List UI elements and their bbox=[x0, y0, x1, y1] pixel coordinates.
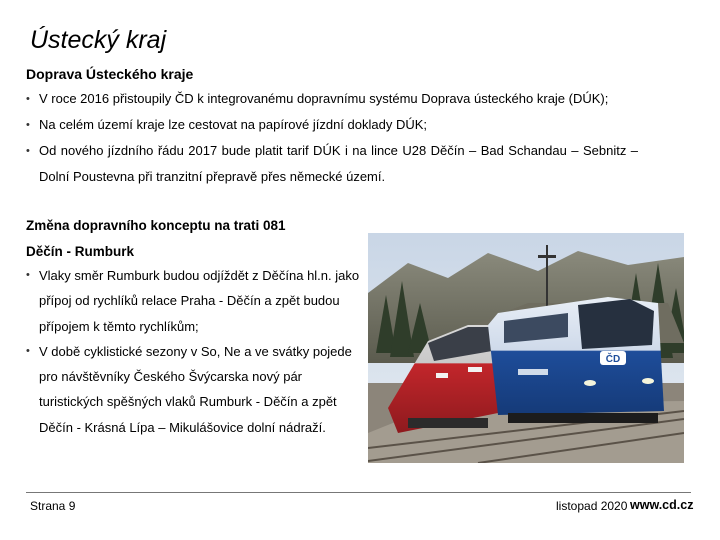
section-subtitle: Děčín - Rumburk bbox=[26, 244, 135, 259]
footer-date: listopad 2020 bbox=[556, 499, 628, 513]
section-bullet-list bbox=[26, 263, 362, 440]
bullet-item: • Od nového jízdního řádu 2017 bude platit tarif DÚK i na lince U28 Děčín – Bad Schandau – Sebnitz – Dolní Poustevna při tranzitní přepravě přes německé území. bbox=[26, 138, 638, 190]
slide-title: Ústecký kraj bbox=[30, 26, 167, 54]
slide-subtitle: Doprava Ústeckého kraje bbox=[26, 66, 194, 82]
cd-logo: ČD bbox=[605, 354, 621, 365]
bullet-item: • V roce 2016 přistoupily ČD k integrovanému dopravnímu systému Doprava ústeckého kraje (DÚK); bbox=[26, 86, 638, 112]
section-bullet-item: • V době cyklistické sezony v So, Ne a ve svátky pojede pro návštěvníky Českého Švýcarska nový pár turistických spěšných vlaků Rumburk - Děčín a zpět Děčín - Krásná Lípa – Mikulášovice dolní nádraží. bbox=[26, 339, 362, 440]
page-number: Strana 9 bbox=[30, 499, 76, 513]
bullet-list bbox=[26, 86, 638, 190]
section-bullet-item: • Vlaky směr Rumburk budou odjíždět z Děčína hl.n. jako přípoj od rychlíků relace Praha - Děčín a zpět budou přípojem k těmto rychlíkům; bbox=[26, 263, 362, 339]
section-title: Změna dopravního konceptu na trati 081 bbox=[26, 218, 286, 233]
bullet-item: • Na celém území kraje lze cestovat na papírové jízdní doklady DÚK; bbox=[26, 112, 638, 138]
footer-url[interactable]: www.cd.cz bbox=[630, 498, 694, 512]
footer-divider bbox=[26, 492, 691, 493]
train-photo bbox=[368, 233, 684, 463]
